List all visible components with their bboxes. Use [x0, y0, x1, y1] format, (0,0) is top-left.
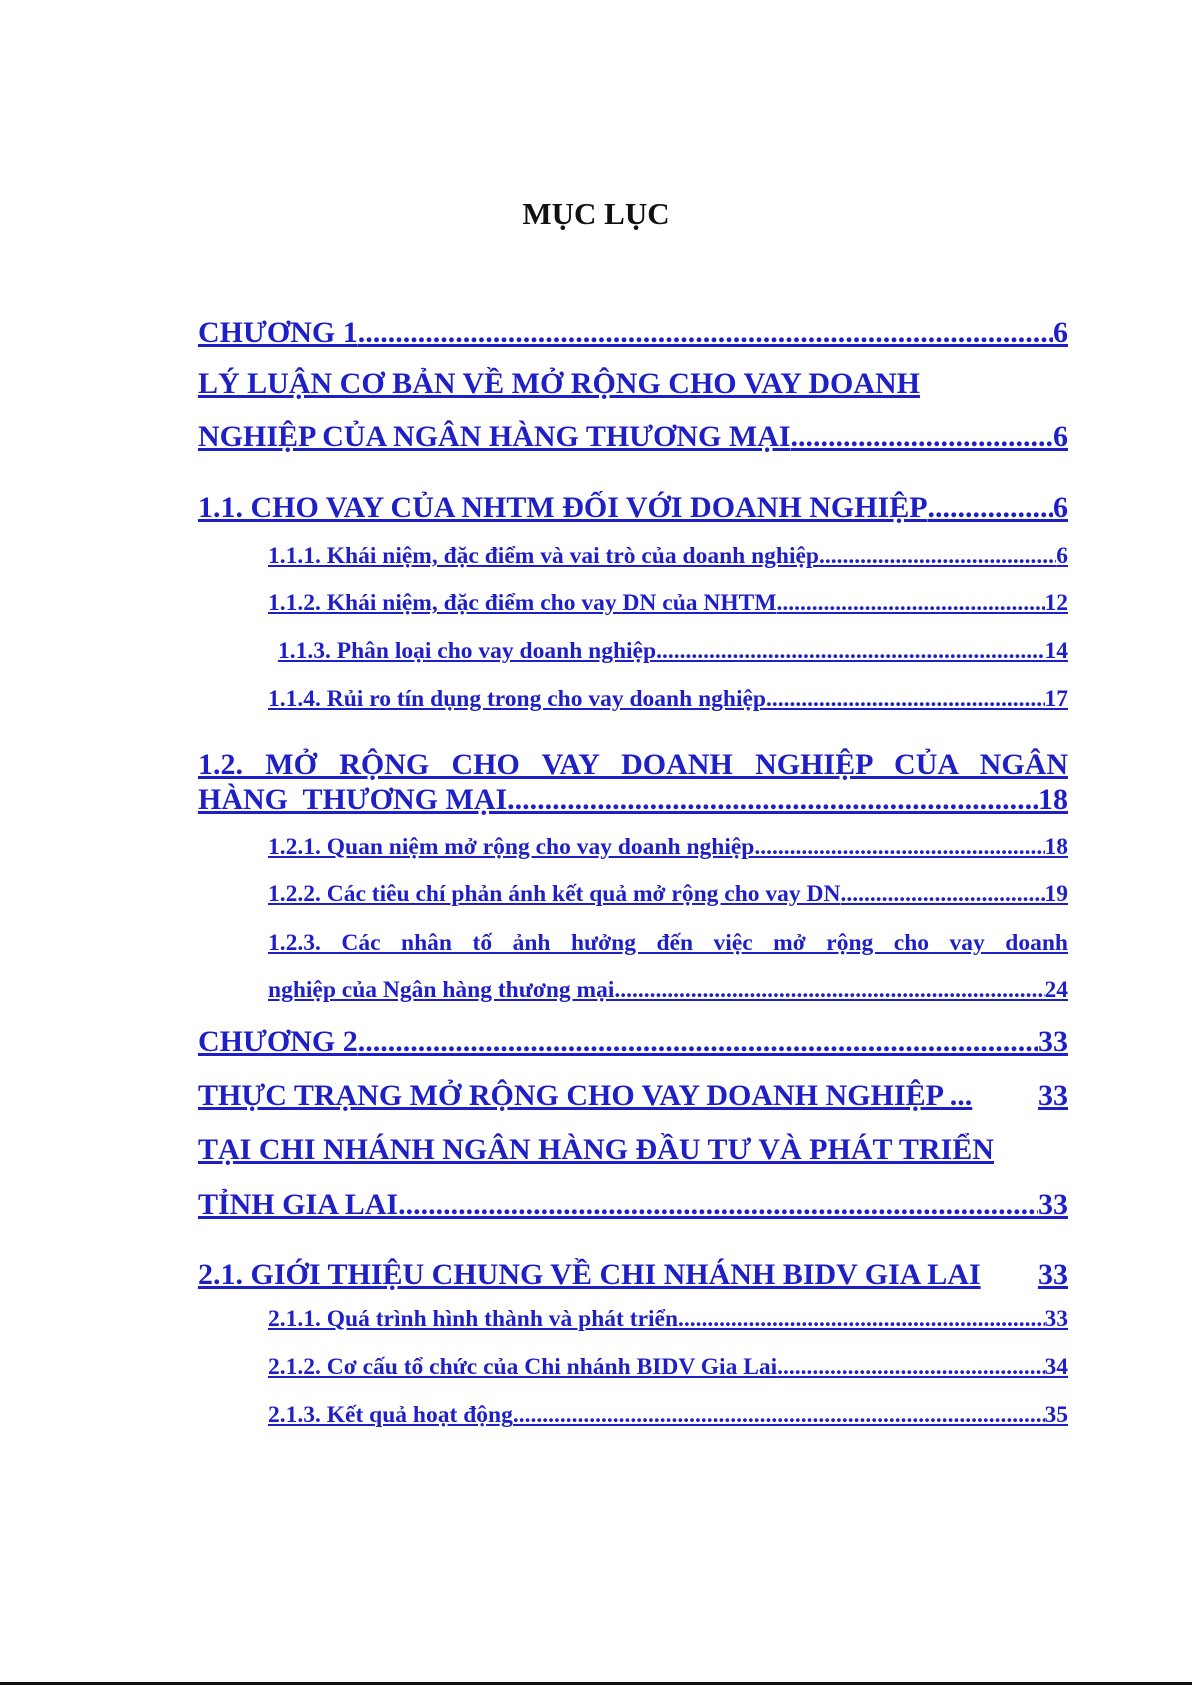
toc-page-number: 33 [1038, 1079, 1068, 1112]
toc-leader-dots [398, 1188, 1038, 1222]
toc-entry-text: TỈNH GIA LAI [198, 1188, 399, 1221]
toc-page-number: 34 [1044, 1354, 1068, 1380]
toc-page-number: 12 [1044, 590, 1068, 616]
toc-entry-section-2-1-2[interactable] [268, 1354, 1068, 1381]
toc-page-number: 6 [1053, 491, 1068, 524]
toc-entry-text: 1.1.3. Phân loại cho vay doanh nghiệp [278, 638, 657, 664]
toc-entry-section-1-2-cont[interactable] [198, 783, 1068, 817]
toc-entry-section-1-2-1[interactable] [268, 834, 1068, 861]
toc-entry-chapter-1[interactable] [198, 316, 1068, 350]
toc-entry-text: 2.1.3. Kết quả hoạt động [268, 1402, 513, 1428]
toc-entry-chapter-1-title[interactable] [198, 367, 1068, 401]
toc-entry-text: 1.2.1. Quan niệm mở rộng cho vay doanh nghiệp [268, 834, 755, 860]
toc-leader-dots [819, 543, 1056, 570]
toc-entry-text: NGHIỆP CỦA NGÂN HÀNG THƯƠNG MẠI [198, 420, 791, 453]
toc-page-number: 33 [1038, 1188, 1068, 1221]
toc-entry-section-1-1[interactable] [198, 491, 1068, 525]
toc-leader-dots [791, 420, 1053, 454]
toc-page-number: 17 [1044, 686, 1068, 712]
toc-entry-text: 2.1.1. Quá trình hình thành và phát triển [268, 1306, 679, 1332]
toc-leader-dots [507, 783, 1038, 817]
toc-entry-text: 2.1.2. Cơ cấu tổ chức của Chi nhánh BIDV Gia Lai [268, 1354, 778, 1380]
toc-entry-text: TẠI CHI NHÁNH NGÂN HÀNG ĐẦU TƯ VÀ PHÁT TRIỂN [198, 1133, 994, 1166]
toc-entry-text: 1.1. CHO VAY CỦA NHTM ĐỐI VỚI DOANH NGHIỆP [198, 491, 928, 524]
toc-page-number: 6 [1056, 543, 1068, 569]
toc-entry-text: 1.2. MỞ RỘNG CHO VAY DOANH NGHIỆP CỦA NGÂN [198, 748, 1068, 781]
toc-entry-text: CHƯƠNG 1 [198, 316, 358, 349]
page-title: MỤC LỤC [522, 196, 670, 231]
toc-entry-text: 1.1.1. Khái niệm, đặc điểm và vai trò của doanh nghiệp [268, 543, 819, 569]
toc-entry-text: 2.1. GIỚI THIỆU CHUNG VỀ CHI NHÁNH BIDV GIA LAI [198, 1258, 981, 1291]
toc-entry-text: 1.1.4. Rủi ro tín dụng trong cho vay doanh nghiệp [268, 686, 766, 712]
toc-entry-text: LÝ LUẬN CƠ BẢN VỀ MỞ RỘNG CHO VAY DOANH [198, 367, 921, 400]
toc-entry-section-1-2-3-cont[interactable] [268, 977, 1068, 1004]
toc-entry-section-1-2[interactable] [198, 748, 1068, 782]
toc-page-number: 24 [1044, 977, 1068, 1003]
toc-entry-section-1-2-3[interactable] [268, 930, 1068, 957]
toc-leader-dots [777, 590, 1045, 617]
toc-leader-dots [678, 1306, 1044, 1333]
toc-page-number: 33 [1038, 1025, 1068, 1058]
toc-entry-section-1-1-1[interactable] [268, 543, 1068, 570]
toc-page-number: 14 [1044, 638, 1068, 664]
toc-entry-text: HÀNG THƯƠNG MẠI [198, 783, 508, 816]
toc-leader-dots [358, 1025, 1038, 1059]
toc-entry-text: CHƯƠNG 2 [198, 1025, 358, 1058]
toc-entry-text: nghiệp của Ngân hàng thương mại [268, 977, 615, 1003]
toc-page-number: 35 [1044, 1402, 1068, 1428]
toc-entry-text: THỰC TRẠNG MỞ RỘNG CHO VAY DOANH NGHIỆP ... [198, 1079, 973, 1112]
toc-page-number: 18 [1038, 783, 1068, 816]
toc-page-number: 33 [1044, 1306, 1068, 1332]
toc-entry-section-1-1-4[interactable] [268, 686, 1068, 713]
toc-entry-chapter-2-title-cont-2[interactable] [198, 1188, 1068, 1222]
toc-leader-dots [841, 881, 1045, 908]
toc-entry-chapter-1-title-cont[interactable] [198, 420, 1068, 454]
toc-page-number: 33 [1038, 1258, 1068, 1291]
toc-entry-chapter-2[interactable] [198, 1025, 1068, 1059]
toc-leader-dots [777, 1354, 1044, 1381]
toc-entry-section-2-1-1[interactable] [268, 1306, 1068, 1333]
toc-page-number: 6 [1053, 420, 1068, 453]
toc-page-number: 19 [1044, 881, 1068, 907]
toc-entry-text: 1.1.2. Khái niệm, đặc điểm cho vay DN của NHTM [268, 590, 777, 616]
toc-entry-section-1-1-2[interactable] [268, 590, 1068, 617]
toc-entry-section-2-1-3[interactable] [268, 1402, 1068, 1429]
toc-entry-text: 1.2.2. Các tiêu chí phản ánh kết quả mở rộng cho vay DN [268, 881, 841, 907]
toc-leader-dots [513, 1402, 1045, 1429]
toc-page-number: 18 [1044, 834, 1068, 860]
toc-leader-dots [614, 977, 1044, 1004]
toc-entry-section-2-1[interactable] [198, 1258, 1068, 1292]
toc-entry-text: 1.2.3. Các nhân tố ảnh hưởng đến việc mở rộng cho vay doanh [268, 930, 1068, 956]
toc-leader-dots [656, 638, 1044, 665]
toc-leader-dots [358, 316, 1053, 350]
toc-entry-section-1-2-2[interactable] [268, 881, 1068, 908]
toc-leader-dots [928, 491, 1053, 525]
toc-leader-dots [754, 834, 1044, 861]
toc-entry-chapter-2-title-cont[interactable] [198, 1133, 1068, 1167]
toc-entry-chapter-2-title[interactable] [198, 1079, 1068, 1113]
toc-page-number: 6 [1053, 316, 1068, 349]
toc-entry-section-1-1-3[interactable] [278, 638, 1068, 665]
toc-leader-dots [766, 686, 1045, 713]
